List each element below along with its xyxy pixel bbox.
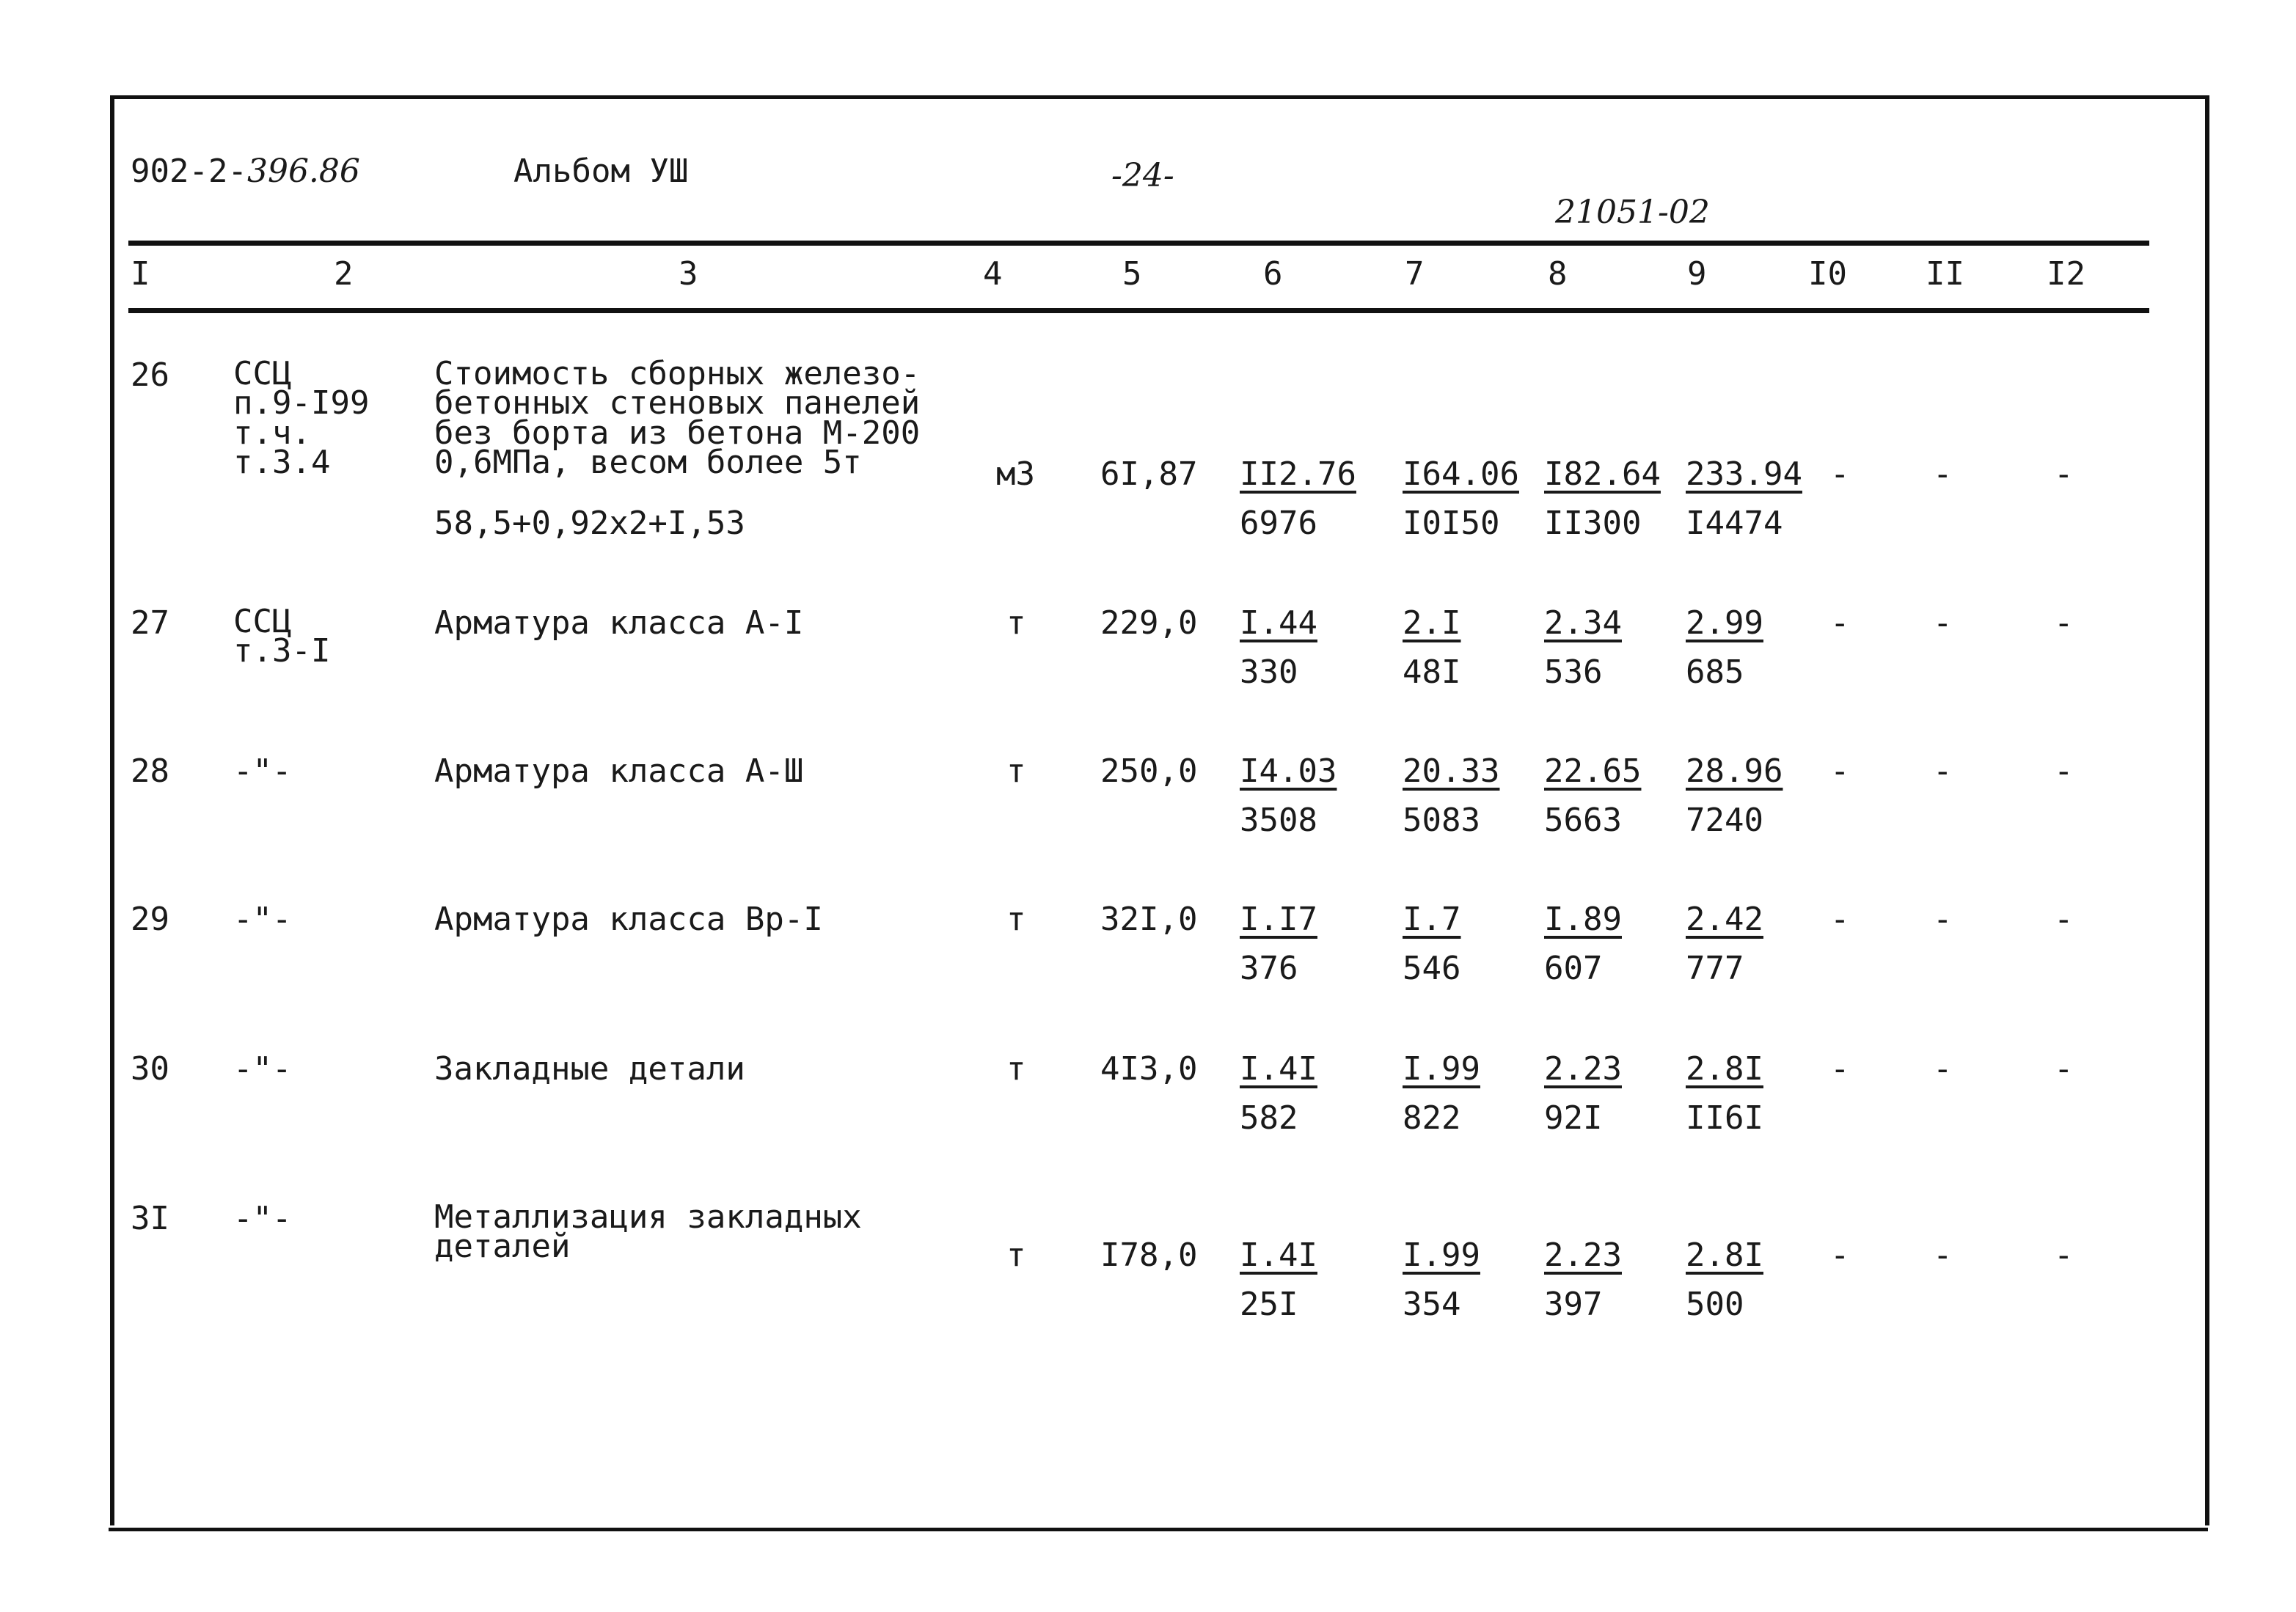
c7-unit-cost: I64.06 bbox=[1403, 455, 1519, 493]
col-header-1: I bbox=[131, 255, 150, 293]
col-header-8: 8 bbox=[1548, 255, 1568, 293]
c11-value: - bbox=[1933, 455, 1953, 493]
row-description: Металлизация закладных деталей bbox=[434, 1198, 862, 1266]
c7-total: 5083 bbox=[1403, 802, 1480, 839]
c6-total: 582 bbox=[1240, 1099, 1298, 1137]
c12-value: - bbox=[2054, 1050, 2074, 1088]
row-unit: т bbox=[1006, 752, 1026, 790]
c8-total: 5663 bbox=[1544, 802, 1622, 839]
c6-unit-cost: I.44 bbox=[1240, 604, 1317, 642]
row-number: 26 bbox=[131, 356, 169, 394]
row-reference: -"- bbox=[233, 901, 292, 938]
c10-value: - bbox=[1830, 901, 1850, 938]
row-description: Арматура класса А-I bbox=[434, 604, 804, 642]
c12-value: - bbox=[2054, 1237, 2074, 1274]
row-quantity: 250,0 bbox=[1100, 752, 1198, 790]
c7-unit-cost: 2.I bbox=[1403, 604, 1461, 642]
page-number: -24- bbox=[1111, 157, 1174, 194]
c8-total: II300 bbox=[1544, 505, 1642, 542]
row-quantity: 6I,87 bbox=[1100, 455, 1198, 493]
c8-total: 607 bbox=[1544, 950, 1603, 987]
c11-value: - bbox=[1933, 752, 1953, 790]
inventory-number: 21051-02 bbox=[1555, 194, 1710, 231]
c8-unit-cost: 22.65 bbox=[1544, 752, 1642, 790]
col-header-2: 2 bbox=[334, 255, 354, 293]
row-formula: 58,5+0,92х2+I,53 bbox=[434, 505, 745, 542]
c9-unit-cost: 2.8I bbox=[1686, 1050, 1763, 1088]
c7-unit-cost: I.7 bbox=[1403, 901, 1461, 938]
row-reference: -"- bbox=[233, 1050, 292, 1088]
row-quantity: 4I3,0 bbox=[1100, 1050, 1198, 1088]
row-quantity: 229,0 bbox=[1100, 604, 1198, 642]
c7-unit-cost: I.99 bbox=[1403, 1050, 1480, 1088]
c9-total: 7240 bbox=[1686, 802, 1763, 839]
c12-value: - bbox=[2054, 901, 2074, 938]
c6-unit-cost: I.4I bbox=[1240, 1050, 1317, 1088]
col-header-10: I0 bbox=[1808, 255, 1847, 293]
bottom-rule bbox=[109, 1528, 2208, 1531]
c9-total: I4474 bbox=[1686, 505, 1783, 542]
c9-unit-cost: 2.99 bbox=[1686, 604, 1763, 642]
col-header-7: 7 bbox=[1405, 255, 1425, 293]
row-reference: ССЦ т.3-I bbox=[233, 603, 331, 670]
row-unit: т bbox=[1006, 1050, 1026, 1088]
c8-total: 536 bbox=[1544, 653, 1603, 691]
c12-value: - bbox=[2054, 604, 2074, 642]
header-rule-top bbox=[128, 241, 2149, 246]
c11-value: - bbox=[1933, 1237, 1953, 1274]
col-header-9: 9 bbox=[1687, 255, 1707, 293]
c12-value: - bbox=[2054, 455, 2074, 493]
col-header-6: 6 bbox=[1263, 255, 1283, 293]
c9-total: 777 bbox=[1686, 950, 1744, 987]
col-header-11: II bbox=[1926, 255, 1964, 293]
row-number: 27 bbox=[131, 604, 169, 642]
row-unit: т bbox=[1006, 901, 1026, 938]
c10-value: - bbox=[1830, 752, 1850, 790]
doc-code-handwritten: 396.86 bbox=[246, 153, 360, 190]
c8-unit-cost: 2.23 bbox=[1544, 1237, 1622, 1274]
row-description: Закладные детали bbox=[434, 1050, 745, 1088]
row-description: Арматура класса А-Ш bbox=[434, 752, 804, 790]
c10-value: - bbox=[1830, 1237, 1850, 1274]
row-number: 3I bbox=[131, 1200, 169, 1237]
c6-total: 25I bbox=[1240, 1286, 1298, 1323]
c7-total: 546 bbox=[1403, 950, 1461, 987]
album-label: Альбом УШ bbox=[513, 153, 689, 190]
c9-total: II6I bbox=[1686, 1099, 1763, 1137]
row-number: 30 bbox=[131, 1050, 169, 1088]
c6-unit-cost: I.I7 bbox=[1240, 901, 1317, 938]
doc-code-prefix: 902-2- bbox=[131, 153, 247, 190]
c9-unit-cost: 2.42 bbox=[1686, 901, 1763, 938]
row-description: Арматура класса Вр-I bbox=[434, 901, 823, 938]
c9-unit-cost: 233.94 bbox=[1686, 455, 1802, 493]
row-number: 28 bbox=[131, 752, 169, 790]
c6-total: 376 bbox=[1240, 950, 1298, 987]
c6-unit-cost: II2.76 bbox=[1240, 455, 1356, 493]
row-number: 29 bbox=[131, 901, 169, 938]
c6-unit-cost: I.4I bbox=[1240, 1237, 1317, 1274]
row-reference: ССЦ п.9-I99 т.ч. т.3.4 bbox=[233, 355, 370, 482]
row-unit: т bbox=[1006, 1237, 1026, 1274]
c6-total: 330 bbox=[1240, 653, 1298, 691]
c8-unit-cost: I.89 bbox=[1544, 901, 1622, 938]
col-header-4: 4 bbox=[983, 255, 1003, 293]
row-description: Стоимость сборных железо- бетонных стеновых панелей без борта из бетона М-200 0,6МПа, весом более 5т bbox=[434, 355, 921, 482]
row-unit: м3 bbox=[996, 455, 1035, 493]
c10-value: - bbox=[1830, 455, 1850, 493]
c6-total: 6976 bbox=[1240, 505, 1317, 542]
c9-total: 685 bbox=[1686, 653, 1744, 691]
c7-total: I0I50 bbox=[1403, 505, 1500, 542]
c7-total: 354 bbox=[1403, 1286, 1461, 1323]
c11-value: - bbox=[1933, 901, 1953, 938]
c8-total: 397 bbox=[1544, 1286, 1603, 1323]
c11-value: - bbox=[1933, 604, 1953, 642]
row-reference: -"- bbox=[233, 1200, 292, 1237]
c7-unit-cost: I.99 bbox=[1403, 1237, 1480, 1274]
c6-total: 3508 bbox=[1240, 802, 1317, 839]
header-rule-bottom bbox=[128, 308, 2149, 313]
c10-value: - bbox=[1830, 1050, 1850, 1088]
c7-unit-cost: 20.33 bbox=[1403, 752, 1500, 790]
col-header-3: 3 bbox=[679, 255, 698, 293]
c8-unit-cost: 2.23 bbox=[1544, 1050, 1622, 1088]
c6-unit-cost: I4.03 bbox=[1240, 752, 1337, 790]
c8-total: 92I bbox=[1544, 1099, 1603, 1137]
c9-total: 500 bbox=[1686, 1286, 1744, 1323]
row-quantity: I78,0 bbox=[1100, 1237, 1198, 1274]
c9-unit-cost: 2.8I bbox=[1686, 1237, 1763, 1274]
row-quantity: 32I,0 bbox=[1100, 901, 1198, 938]
c11-value: - bbox=[1933, 1050, 1953, 1088]
col-header-5: 5 bbox=[1122, 255, 1142, 293]
c8-unit-cost: I82.64 bbox=[1544, 455, 1661, 493]
row-unit: т bbox=[1006, 604, 1026, 642]
c10-value: - bbox=[1830, 604, 1850, 642]
c7-total: 822 bbox=[1403, 1099, 1461, 1137]
c12-value: - bbox=[2054, 752, 2074, 790]
doc-code bbox=[131, 155, 360, 188]
c7-total: 48I bbox=[1403, 653, 1461, 691]
c8-unit-cost: 2.34 bbox=[1544, 604, 1622, 642]
col-header-12: I2 bbox=[2047, 255, 2085, 293]
c9-unit-cost: 28.96 bbox=[1686, 752, 1783, 790]
row-reference: -"- bbox=[233, 752, 292, 790]
